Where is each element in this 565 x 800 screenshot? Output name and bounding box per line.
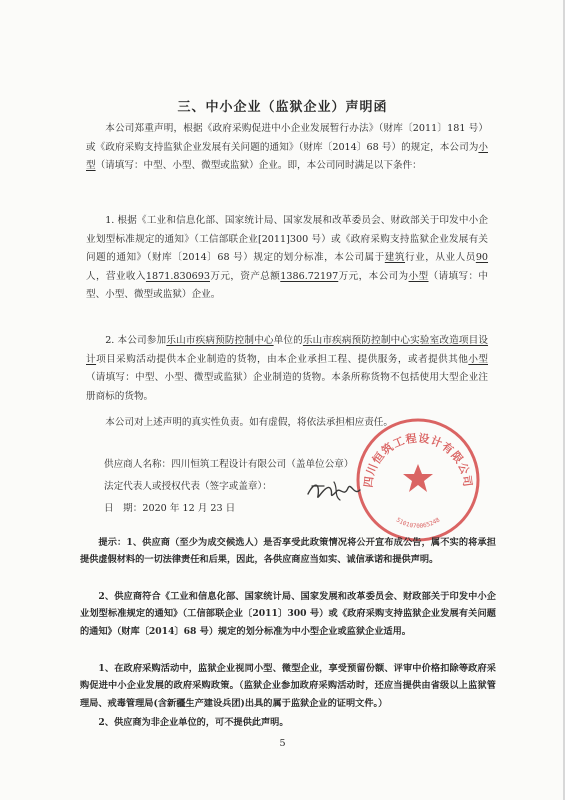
enterprise-type-field-2: 小型 — [408, 270, 429, 282]
seal-name-text: 四川恒筑工程设计有限公司 — [361, 431, 475, 489]
legal-representative-line: 法定代表人或授权代表（签字或盖章）： — [104, 481, 272, 492]
employees-field: 90 — [475, 252, 489, 264]
supplier-name-line: 供应商人名称：四川恒筑工程设计有限公司（盖单位公章） — [104, 459, 354, 470]
svg-text:5101070065248 — [395, 516, 442, 530]
note-1: 提示：1、供应商（至少为成交候选人）是否享受此政策情况将公开宣布成公告，属不实的将承担提供虚假材料的一切法律责任和后果，因此，各供应商应当如实、诚信承诺和提供声明。 — [80, 537, 496, 566]
enterprise-type-field-3: 小型 — [468, 353, 489, 365]
condition-item-1: 1. 根据《工业和信息化部、国家统计局、国家发展和改革委员会、财政部关于印发中小企业划型标准规定的通知》（工信部联企业[2011]300 号）或《政府采购支持监狱企业发展有关问题的通知》（财库〔2014〕68 号）规定的划分标准，本公司属于建筑行业，从业人员90人，营业收入1871.830693万元，资产总额1386.72197万元，本公司为小型（请填写：中型、小型、微型或监狱）企业。 — [86, 215, 489, 301]
handwritten-signature — [304, 474, 364, 506]
condition-item-2: 2. 本公司参加乐山市疾病预防控制中心单位的乐山市疾病预防控制中心实验室改造项目设计项目采购活动提供本企业制造的货物，由本企业承担工程、提供服务，或者提供其他小型（请填写：中型、小型、微型或监狱）企业制造的货物。本条所称货物不包括使用大型企业注册商标的货物。 — [86, 335, 489, 402]
revenue-field: 1871.830693 — [145, 270, 210, 282]
closing-statement: 本公司对上述声明的真实性负责。如有虚假，将依法承担相应责任。 — [105, 417, 393, 428]
enterprise-type-field: 小型 — [86, 141, 488, 172]
assets-field: 1386.72197 — [280, 270, 339, 282]
project-field: 乐山市疾病预防控制中心实验室改造项目设计 — [86, 335, 489, 365]
company-seal-stamp — [352, 414, 484, 546]
intro-paragraph: 本公司郑重声明，根据《政府采购促进中小企业发展暂行办法》（财库〔2011〕181 号）或《政府采购支持监狱企业发展有关问题的通知》（财库〔2014〕68 号）的规定，本公司为小型（请填写：中型、小型、微型或监狱）企业。即，本公司同时满足以下条件： — [86, 123, 488, 172]
date-line: 日 期：2020 年 12 月 23 日 — [104, 503, 236, 514]
note-4: 2、供应商为非企业单位的，可不提供此声明。 — [98, 717, 289, 728]
seal-number-text: 5101070065248 — [394, 516, 442, 530]
industry-field: 建筑 — [384, 252, 406, 264]
page-number: 5 — [279, 738, 286, 749]
note-2: 2、供应商符合《工业和信息化部、国家统计局、国家发展和改革委员会、财政部关于印发中小企业划型标准规定的通知》（工信部联企业〔2011〕300 号）或《政府采购支持监狱企业发展有关问题的通知》（财库〔2014〕68 号）规定的划分标准为中小型企业或监狱企业适用。 — [80, 591, 496, 637]
purchaser-field: 乐山市疾病预防控制中心 — [166, 335, 274, 346]
note-3: 1、在政府采购活动中，监狱企业视同小型、微型企业，享受预留份额、评审中价格扣除等政府采购促进中小企业发展的政府采购政策。（监狱企业参加政府采购活动时，还应当提供由省级以上监狱管理局、戒毒管理局(含新疆生产建设兵团)出具的属于监狱企业的证明文件。） — [80, 663, 496, 709]
page-title: 三、中小企业（监狱企业）声明函 — [177, 100, 388, 115]
